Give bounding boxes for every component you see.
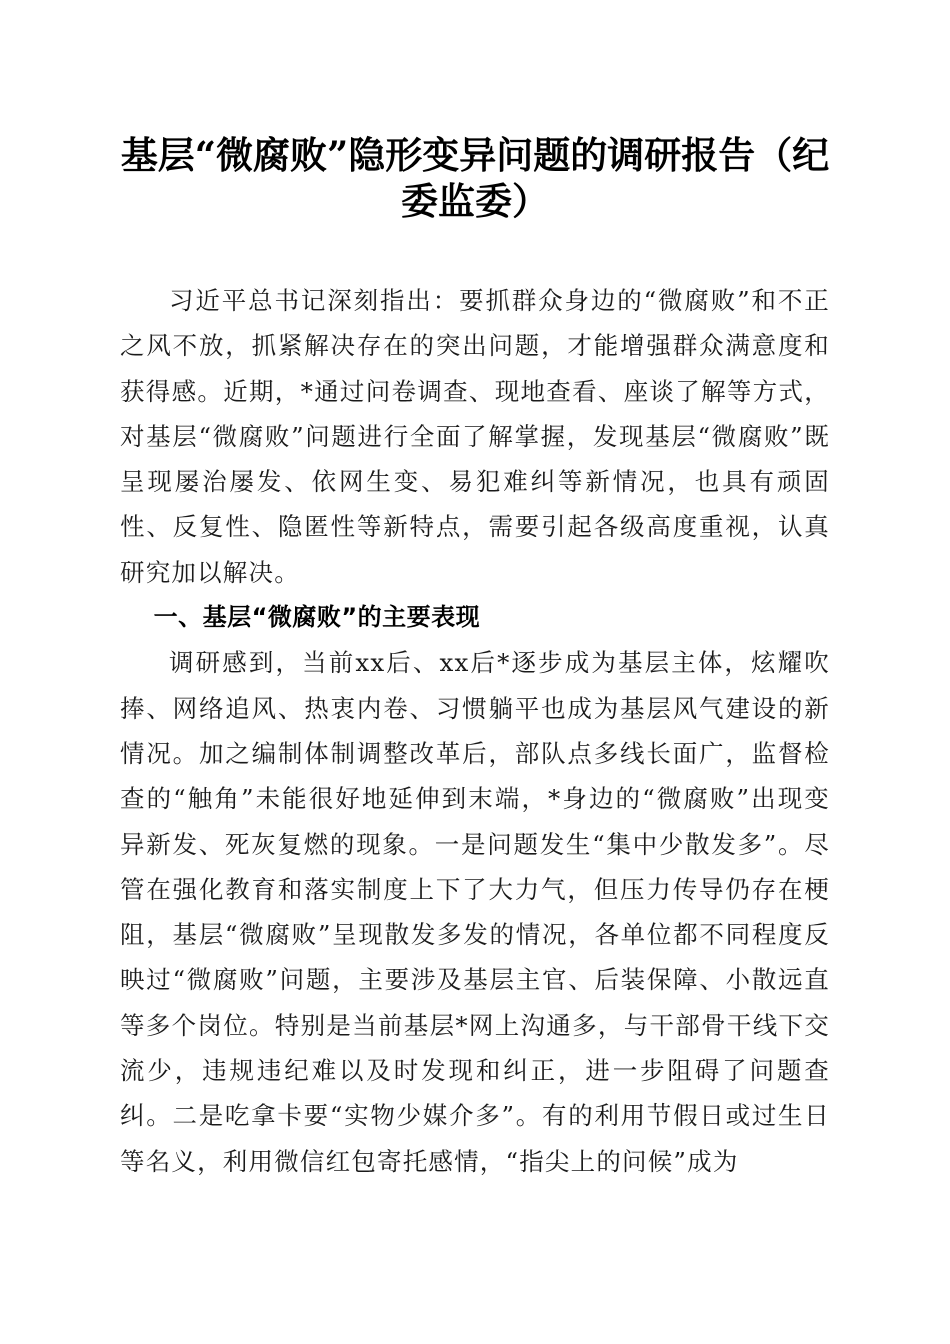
document-title: 基层“微腐败”隐形变异问题的调研报告（纪委监委） [120,133,830,223]
section-paragraph: 调研感到，当前xx后、xx后*逐步成为基层主体，炫耀吹捧、网络追风、热衷内卷、习惯躺平也成为基层风气建设的新情况。加之编制体制调整改革后，部队点多线长面广，监督检查的“触角”未能很好地延伸到末端，*身边的“微腐败”出现变异新发、死灰复燃的现象。一是问题发生“集中少散发多”。尽管在强化教育和落实制度上下了大力气，但压力传导仍存在梗阻，基层“微腐败”呈现散发多发的情况，各单位都不同程度反映过“微腐败”问题，主要涉及基层主官、后装保障、小散远直等多个岗位。特别是当前基层*网上沟通多，与干部骨干线下交流少，违规违纪难以及时发现和纠正，进一步阻碍了问题查纠。二是吃拿卡要“实物少媒介多”。有的利用节假日或过生日等名义，利用微信红包寄托感情，“指尖上的问候”成为 [120,648,830,1176]
section-heading: 一、基层“微腐败”的主要表现 [153,603,481,632]
intro-paragraph: 习近平总书记深刻指出：要抓群众身边的“微腐败”和不正之风不放，抓紧解决存在的突出问题，才能增强群众满意度和获得感。近期，*通过问卷调查、现地查看、座谈了解等方式，对基层“微腐败”问题进行全面了解掌握，发现基层“微腐败”既呈现屡治屡发、依网生变、易犯难纠等新情况，也具有顽固性、反复性、隐匿性等新特点，需要引起各级高度重视，认真研究加以解决。 [120,286,830,587]
document-body [120,278,830,1184]
